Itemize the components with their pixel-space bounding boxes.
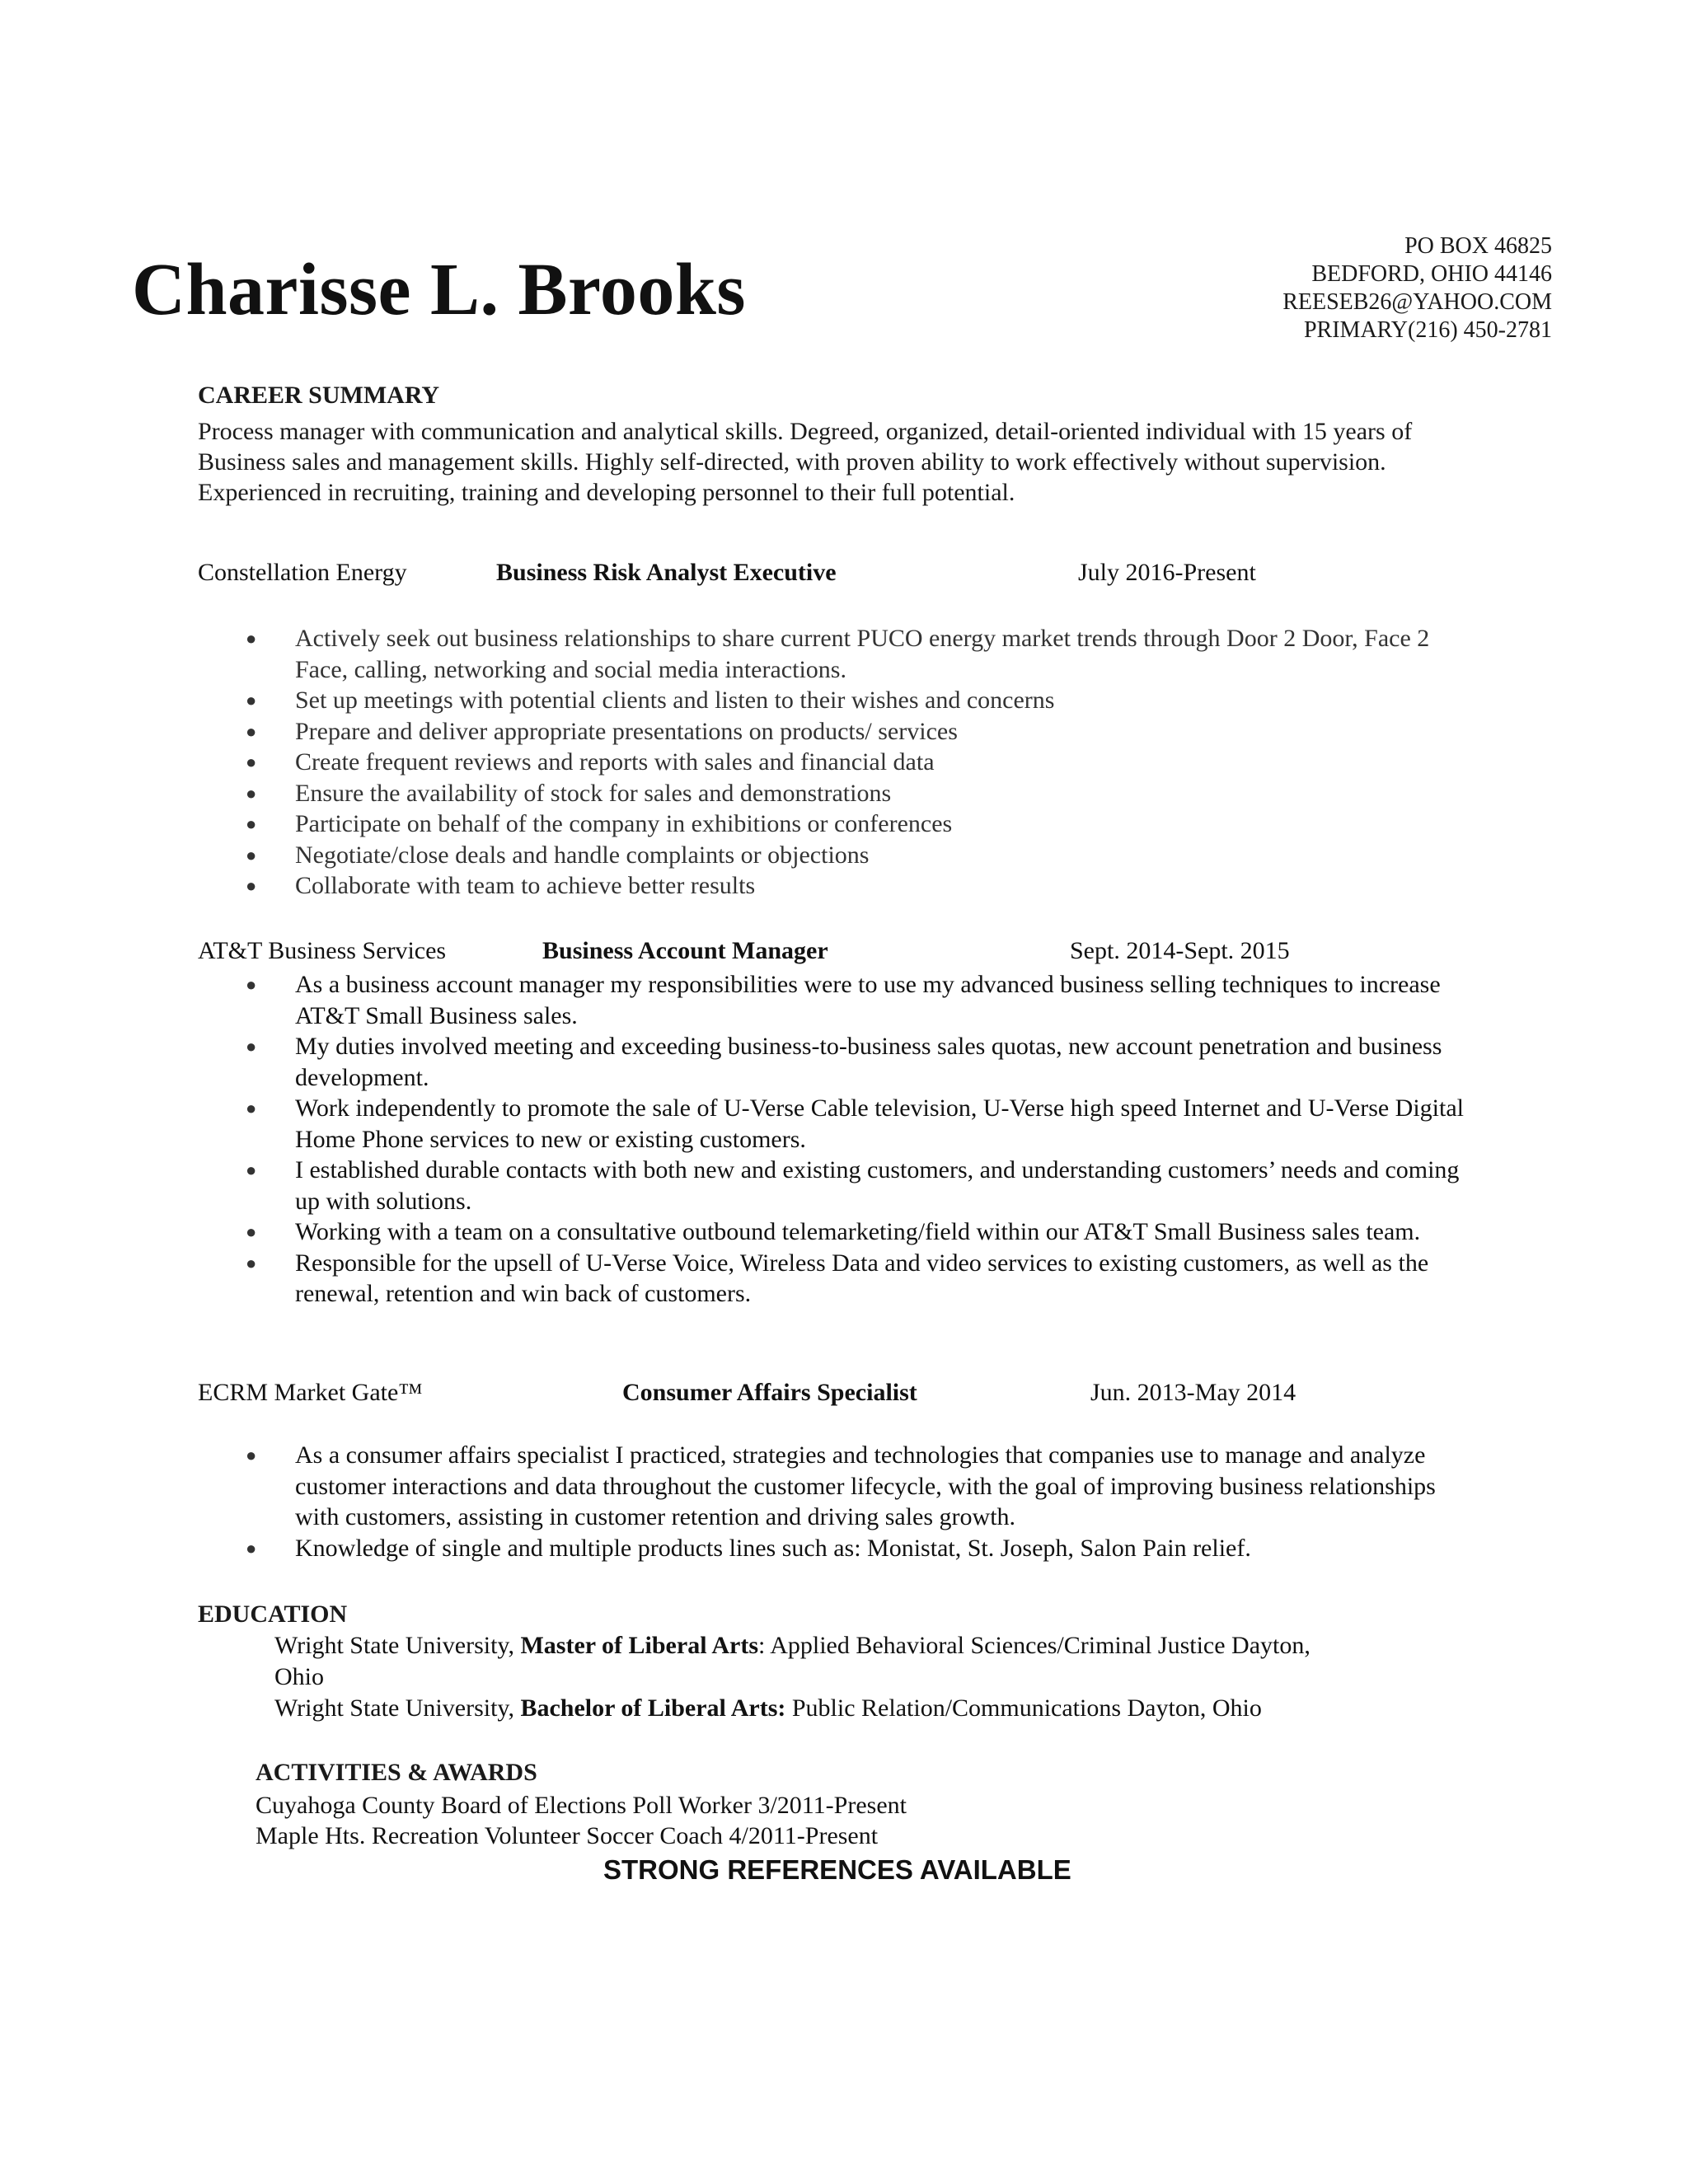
activity-item: Maple Hts. Recreation Volunteer Soccer Coach 4/2011-Present (256, 1822, 879, 1849)
job-3-title: Consumer Affairs Specialist (622, 1379, 917, 1406)
contact-email: REESEB26@YAHOO.COM (1282, 289, 1552, 315)
bullet-icon: ● (246, 720, 257, 742)
bullet-icon: ● (246, 752, 257, 772)
career-summary-heading: CAREER SUMMARY (198, 382, 440, 409)
list-item: ● Knowledge of single and multiple products lines such as: Monistat, St. Joseph, Salon Pain relief. (198, 1533, 1484, 1564)
job-3-dates: Jun. 2013-May 2014 (1090, 1379, 1296, 1406)
activity-item: Cuyahoga County Board of Elections Poll Worker 3/2011-Present (256, 1792, 907, 1819)
education-entry-2: Wright State University, Bachelor of Liberal Arts: Public Relation/Communications Dayton, Ohio (274, 1694, 1262, 1722)
bullet-icon: ● (246, 1098, 257, 1118)
job-1-company: Constellation Energy (198, 559, 407, 586)
list-item: ● Collaborate with team to achieve better results (198, 870, 1484, 902)
list-item: ● Actively seek out business relationships to share current PUCO energy market trends through Door 2 Door, Face 2 Face, calling, networking and social media interactions. (246, 625, 1430, 683)
list-item: ● Responsible for the upsell of U-Verse Voice, Wireless Data and video services to existing customers, as well as the renewal, retention and win back of customers. (246, 1249, 1429, 1307)
list-item: ● As a consumer affairs specialist I practiced, strategies and technologies that companies use to manage and analyze customer interactions and data throughout the customer lifecycle, with the goal of improving business relationships with customers, assisting in customer retention and driving sales growth. (246, 1441, 1436, 1530)
list-item: ● My duties involved meeting and exceeding business-to-business sales quotas, new account penetration and business development. (246, 1033, 1442, 1091)
list-item: ● Working with a team on a consultative outbound telemarketing/field within our AT&T Small Business sales team. (198, 1216, 1484, 1248)
bullet-icon: ● (246, 1445, 257, 1465)
bullet-icon: ● (246, 1160, 257, 1180)
activities-heading: ACTIVITIES & AWARDS (256, 1759, 537, 1786)
list-item: ● As a business account manager my responsibilities were to use my advanced business selling techniques to increase AT&T Small Business sales. (246, 971, 1441, 1029)
bullet-icon: ● (246, 813, 257, 834)
references-note: STRONG REFERENCES AVAILABLE (603, 1854, 1071, 1885)
bullet-icon: ● (246, 1537, 257, 1558)
job-1-bullets (198, 623, 1484, 902)
list-item: ● Participate on behalf of the company in exhibitions or conferences (198, 808, 1484, 840)
career-summary-text: Process manager with communication and analytical skills. Degreed, organized, detail-oriented individual with 15 years of Business sales and management skills. Highly self-directed, with proven ability to work effectively without supervision. Experienced in recruiting, training and developing personnel to their full potential. (198, 418, 1413, 506)
degree-name: Master of Liberal Arts (520, 1632, 759, 1659)
education-entry-1: Wright State University, Master of Liberal Arts: Applied Behavioral Sciences/Criminal Justice Dayton, (274, 1632, 1311, 1659)
contact-block (1282, 232, 1552, 344)
bullet-icon: ● (246, 844, 257, 865)
contact-phone: PRIMARY(216) 450-2781 (1303, 317, 1552, 343)
list-item: ● Ensure the availability of stock for sales and demonstrations (198, 778, 1484, 809)
job-2-title: Business Account Manager (542, 937, 828, 964)
bullet-icon: ● (246, 875, 257, 896)
list-item: ● I established durable contacts with both new and existing customers, and understanding customers’ needs and coming up with solutions. (246, 1156, 1460, 1215)
job-2-bullets (198, 969, 1484, 1310)
bullet-icon: ● (246, 1036, 257, 1057)
bullet-icon: ● (246, 1252, 257, 1273)
bullet-icon: ● (246, 782, 257, 804)
bullet-icon: ● (246, 628, 257, 649)
resume-name: Charisse L. Brooks (132, 249, 746, 330)
contact-po-box: PO BOX 46825 (1404, 233, 1552, 259)
degree-name: Bachelor of Liberal Arts: (520, 1694, 786, 1722)
education-heading: EDUCATION (198, 1601, 348, 1628)
list-item: ● Create frequent reviews and reports with sales and financial data (198, 747, 1484, 778)
list-item: ● Prepare and deliver appropriate presentations on products/ services (198, 716, 1484, 748)
bullet-icon: ● (246, 974, 257, 995)
education-entry-1-continued: Ohio (274, 1663, 324, 1690)
job-1-dates: July 2016-Present (1078, 559, 1256, 586)
list-item: ● Work independently to promote the sale of U-Verse Cable television, U-Verse high speed Internet and U-Verse Digital Home Phone services to new or existing customers. (246, 1094, 1464, 1153)
job-3-bullets (198, 1440, 1484, 1563)
bullet-icon: ● (246, 1221, 257, 1242)
contact-city: BEDFORD, OHIO 44146 (1311, 261, 1552, 287)
job-1-title: Business Risk Analyst Executive (496, 559, 837, 586)
job-2-dates: Sept. 2014-Sept. 2015 (1070, 937, 1290, 964)
list-item: ● Negotiate/close deals and handle complaints or objections (198, 840, 1484, 871)
list-item: ● Set up meetings with potential clients and listen to their wishes and concerns (198, 685, 1484, 716)
job-3-company: ECRM Market Gate™ (198, 1379, 423, 1406)
job-2-company: AT&T Business Services (198, 937, 447, 964)
bullet-icon: ● (246, 690, 257, 710)
